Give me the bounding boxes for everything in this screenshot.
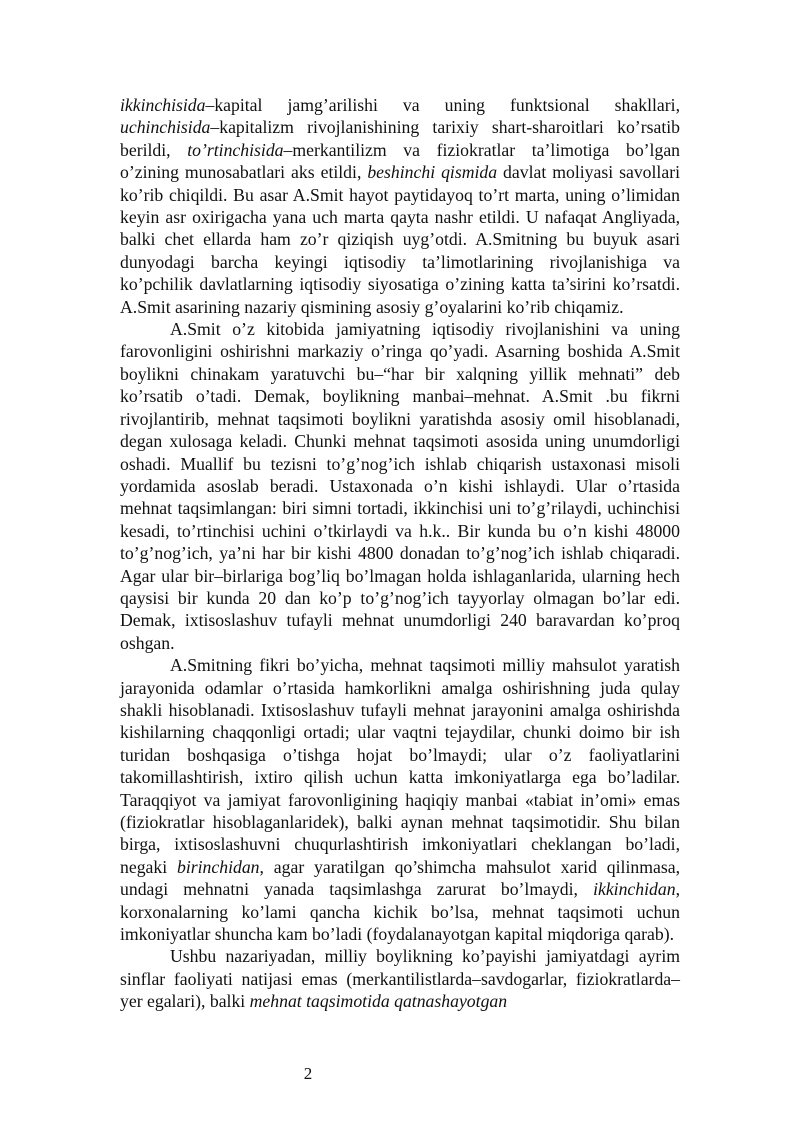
italic-text-segment: to’rtinchisida	[187, 139, 284, 160]
text-segment: Ushbu nazariyadan, milliy boylikning ko’payishi jamiyatdagi ayrim sinflar faoliyati natijasi emas (merkantilistlarda–savdogarlar, fiziokratlarda–yer egalari), balki	[120, 946, 680, 1012]
paragraph-1	[120, 94, 680, 318]
page-number: 2	[303, 1064, 313, 1083]
page-body	[120, 94, 680, 1013]
text-segment: –kapitalizm rivojlanishining tarixiy shart-sharoitlari ko’rsatib berildi,	[120, 117, 680, 160]
italic-text-segment: mehnat taqsimotida qatnashayotgan	[249, 991, 508, 1012]
text-segment: –kapital jamg’arilishi va uning funktsional shakllari,	[205, 95, 680, 115]
text-segment: –merkantilizm va fiziokratlar ta’limotiga bo’lgan o’zining munosabatlari aks etildi,	[120, 139, 681, 183]
paragraph-2	[120, 318, 680, 654]
text-segment: davlat moliyasi savollari ko’rib chiqildi. Bu asar A.Smit hayot paytidayoq to’rt marta, uning o’limidan keyin asr oxirigacha yana uch marta qayta nashr etildi. U nafaqat Angliyada, balki chet ellarda ham zo’r qiziqish uyg’otdi. A.Smitning bu buyuk asari dunyodagi barcha keyingi iqtisodiy ta’limotlarining rivojlanishiga va ko’pchilik davlatlarning iqtisodiy siyosatiga o’zining katta ta’sirini ko’rsatdi. A.Smit asarining nazariy qismining asosiy g’oyalarini ko’rib chiqamiz.	[120, 162, 681, 317]
italic-text-segment: beshinchi qismida	[367, 162, 498, 183]
text-segment: , korxonalarning ko’lami qancha kichik bo’lsa, mehnat taqsimoti uchun imkoniyatlar shuncha kam bo’ladi (foydalanayotgan kapital miqdoriga qarab).	[120, 879, 680, 945]
italic-text-segment: ikkinchidan	[593, 879, 676, 900]
italic-text-segment: uchinchisida	[120, 117, 211, 138]
text-segment: , agar yaratilgan qo’shimcha mahsulot xarid qilinmasa, undagi mehnatni yanada taqsimlashga zarurat bo’lmaydi,	[120, 856, 680, 900]
text-segment: A.Smit o’z kitobida jamiyatning iqtisodiy rivojlanishini va uning farovonligini oshirishni markaziy o’ringa qo’yadi. Asarning boshida A.Smit boylikni chinakam yaratuvchi bu–“har bir xalqning yillik mehnati” deb ko’rsatib o’tadi. Demak, boylikning manbai–mehnat. A.Smit .bu fikrni rivojlantirib, mehnat taqsimoti boylikni yaratishda asosiy omil hisoblanadi, degan xulosaga keladi. Chunki mehnat taqsimoti asosida uning unumdorligi oshadi. Muallif bu tezisni to’g’nog’ich ishlab chiqarish ustaxonasi misoli yordamida asoslab beradi. Ustaxonada o’n kishi ishlaydi. Ular o’rtasida mehnat taqsimlangan: biri simni tortadi, ikkinchisi uni to’g’rilaydi, uchinchisi kesadi, to’rtinchisi uchini o’tkirlaydi va h.k.. Bir kunda bu o’n kishi 48000 to’g’nog’ich, ya’ni har bir kishi 4800 donadan to’g’nog’ich ishlab chiqaradi. Agar ular bir–birlariga bog’liq bo’lmagan holda ishlaganlarida, ularning hech qaysisi bir kunda 20 dan ko’p to’g’nog’ich tayyorlay olmagan bo’lar edi. Demak, ixtisoslashuv tufayli mehnat unumdorligi 240 baravardan ko’proq oshgan.	[120, 319, 680, 653]
italic-text-segment: birinchidan	[176, 856, 260, 877]
italic-text-segment: ikkinchisida	[120, 95, 206, 115]
text-segment: A.Smitning fikri bo’yicha, mehnat taqsimoti milliy mahsulot yaratish jarayonida odamlar o’rtasida hamkorlikni amalga oshirishning juda qulay shakli hisoblanadi. Ixtisoslashuv tufayli mehnat jarayonini amalga oshirishda kishilarning chaqqonligi ortadi; ular vaqtni tejaydilar, chunki doimo bir ish turidan boshqasiga o’tishga hojat bo’lmaydi; ular o’z faoliyatlarini takomillashtirish, ixtiro qilish uchun katta imkoniyatlarga ega bo’ladilar. Taraqqiyot va jamiyat farovonligining haqiqiy manbai «tabiat in’omi» emas (fiziokratlar hisoblaganlaridek), balki aynan mehnat taqsimotidir. Shu bilan birga, ixtisoslashuvni chuqurlashtirish imkoniyatlari cheklangan bo’ladi, negaki	[120, 655, 680, 877]
paragraph-3	[120, 654, 680, 945]
paragraph-4	[120, 945, 680, 1012]
